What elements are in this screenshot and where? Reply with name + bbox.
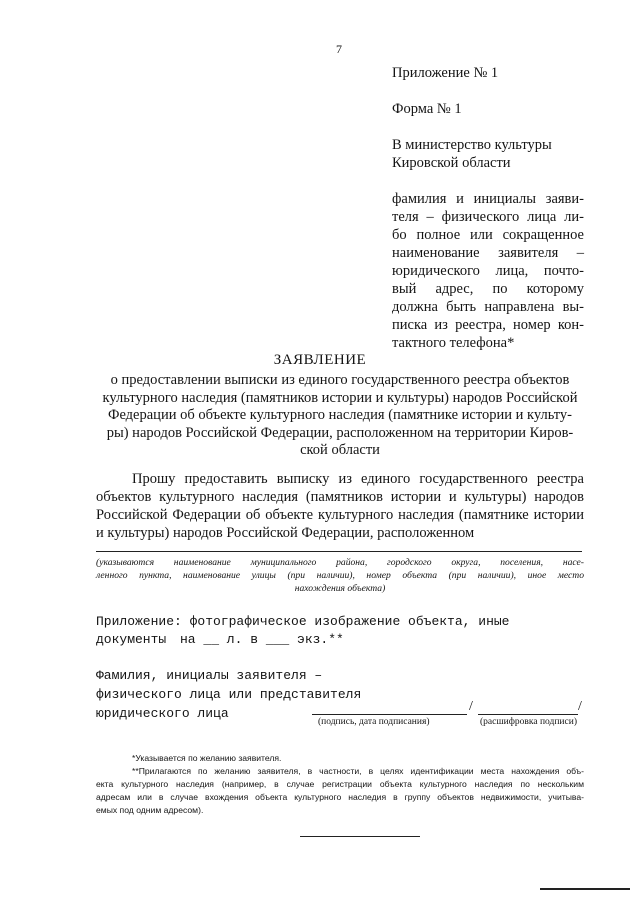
body-line: объектов культурного наследия (памятников истории и культуры) народов: [96, 489, 584, 505]
footnotes: [96, 752, 584, 817]
applicant-note-line: бо полное или сокращенное: [392, 227, 584, 243]
signature-line: [312, 714, 467, 715]
applicant-note-line: писка из реестра, номер кон-: [392, 317, 584, 333]
request-body: [96, 470, 584, 542]
footnote-line: адресам или в случае вхождения объекта культурного наследия в группу объектов недвижимости, учитыва-: [96, 792, 584, 802]
hint-line: (указываются наименование муниципального района, городского округа, поселения, насе-: [96, 557, 584, 568]
footnote-line: **Прилагаются по желанию заявителя, в частности, в целях идентификации места нахождения объ-: [132, 766, 584, 776]
signature-label-line: физического лица или представителя: [96, 687, 362, 702]
subtitle-line: ской области: [300, 442, 380, 458]
location-hint: [96, 556, 584, 595]
body-line: Прошу предоставить выписку из единого государственного реестра: [132, 471, 584, 487]
subtitle-line: Федерации об объекте культурного наследия (памятнике истории и культу-: [107, 407, 573, 423]
signature-end-slash: /: [578, 699, 582, 714]
applicant-note-line: юридического лица, почто-: [392, 263, 584, 279]
subtitle-line: ры) народов Российской Федерации, расположенном на территории Киров-: [106, 424, 574, 441]
page-number: 7: [336, 42, 342, 56]
subtitle-line: о предоставлении выписки из единого государственного реестра объектов: [110, 372, 570, 388]
signature-separator: /: [469, 699, 473, 714]
appendix-label: Приложение № 1: [392, 65, 499, 81]
body-line: и культуры) народов Российской Федерации, расположенном: [96, 525, 475, 541]
signature-label-line: юридического лица: [96, 706, 229, 721]
applicant-note-line: должна быть направлена вы-: [392, 299, 584, 315]
applicant-note-line: теля – физического лица ли-: [392, 209, 584, 225]
footnote-line: емых под одним адресом).: [96, 805, 204, 815]
addressee: [392, 136, 584, 172]
hint-line: нахождения объекта): [294, 583, 386, 594]
applicant-note-line: вый адрес, по которому: [392, 281, 584, 297]
footnote-line: екта культурного наследия (например, в случае регистрации объекта культурного наследия по нескольким: [96, 779, 584, 789]
signature-caption-left: (подпись, дата подписания): [318, 717, 430, 727]
document-title: ЗАЯВЛЕНИЕ: [273, 352, 367, 368]
signature-caption-right: (расшифровка подписи): [480, 717, 577, 727]
end-rule: [300, 836, 420, 837]
footnote-line: *Указывается по желанию заявителя.: [132, 753, 282, 763]
location-fill-line: [96, 551, 582, 552]
applicant-note-line: фамилия и инициалы заяви-: [392, 191, 584, 207]
applicant-note-line: тактного телефона*: [392, 335, 515, 351]
signature-decode-line: [478, 714, 578, 715]
signature-label-line: Фамилия, инициалы заявителя –: [96, 668, 323, 683]
attachment-line-1: Приложение: фотографическое изображение объекта, иные документы: [96, 614, 510, 647]
addressee-line: В министерство культуры: [392, 137, 552, 153]
document-subtitle: [96, 372, 584, 460]
applicant-note-line: наименование заявителя –: [392, 245, 584, 261]
form-label: Форма № 1: [392, 101, 462, 117]
applicant-note: [392, 190, 584, 352]
corner-scan-mark: [540, 888, 630, 890]
subtitle-line: культурного наследия (памятников истории и культуры) народов Российской: [102, 389, 578, 406]
hint-line: ленного пункта, наименование улицы (при наличии), номер объекта (при наличии), иное место: [96, 570, 584, 581]
attachment-line-2: на __ л. в ___ экз.**: [180, 632, 344, 647]
body-line: Российской Федерации об объекте культурного наследия (памятнике истории: [96, 507, 584, 523]
addressee-line: Кировской области: [392, 155, 511, 171]
